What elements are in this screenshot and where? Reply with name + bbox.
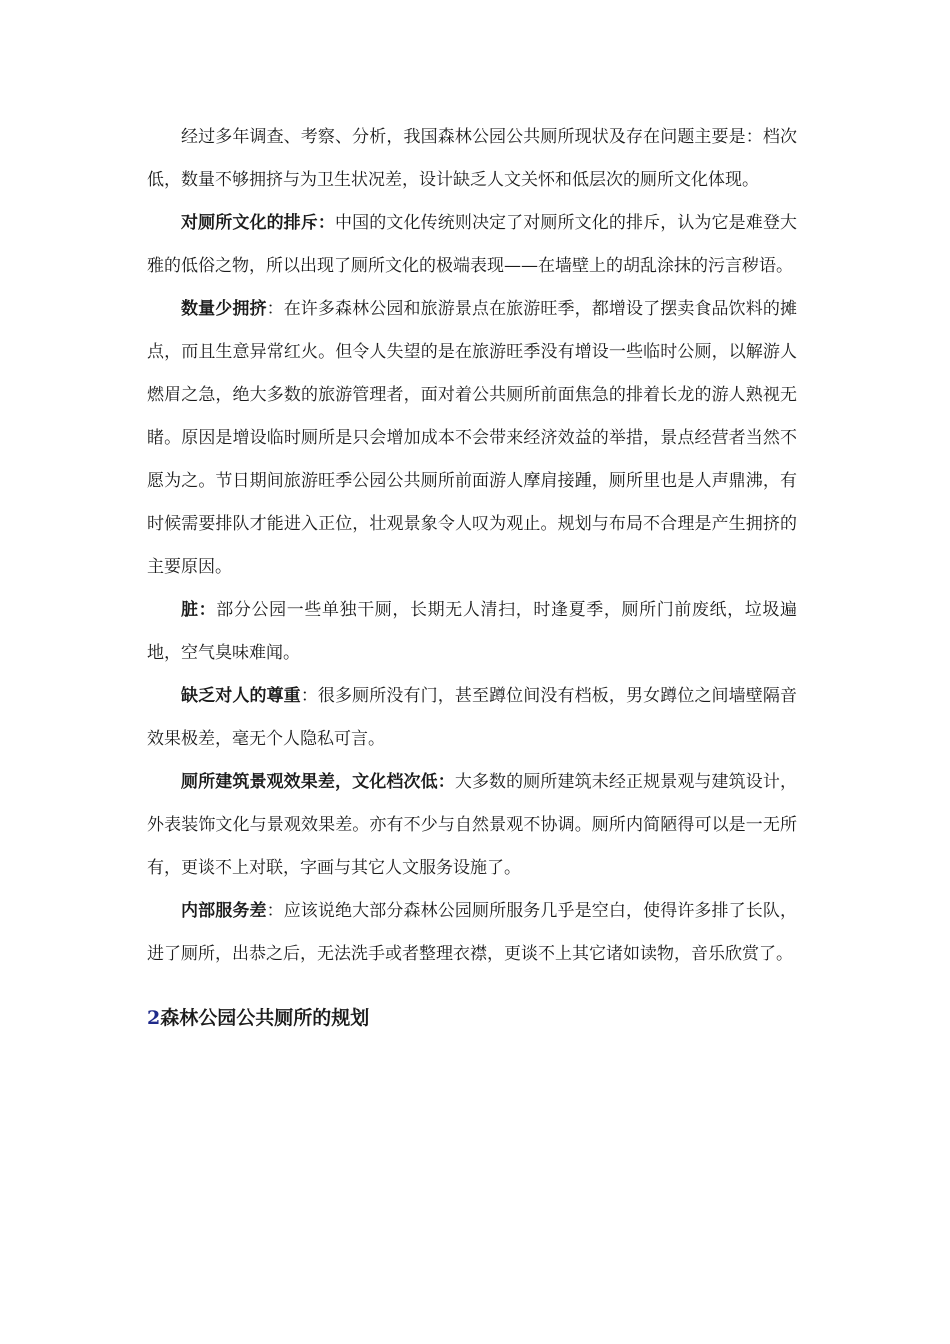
paragraph-architecture bbox=[147, 761, 797, 890]
paragraph-crowding bbox=[147, 288, 797, 589]
paragraph-lead: 缺乏对人的尊重 bbox=[181, 686, 301, 706]
paragraph-text: 中国的文化传统则决定了对厕所文化的排斥，认为它是难登大雅的低俗之物，所以出现了厕所文化的极端表现——在墙壁上的胡乱涂抹的污言秽语。 bbox=[147, 213, 798, 276]
paragraph-dirty bbox=[147, 589, 797, 675]
section-title: 森林公园公共厕所的规划 bbox=[160, 1007, 370, 1029]
paragraph-respect bbox=[147, 675, 797, 761]
paragraph-text: 经过多年调查、考察、分析，我国森林公园公共厕所现状及存在问题主要是：档次低，数量不够拥挤与为卫生状况差，设计缺乏人文关怀和低层次的厕所文化体现。 bbox=[147, 127, 797, 190]
paragraph-lead: 数量少拥挤 bbox=[181, 299, 267, 319]
section-heading bbox=[147, 998, 797, 1038]
section-number: 2 bbox=[147, 1007, 161, 1029]
document-body bbox=[147, 116, 797, 1038]
paragraph-lead: 对厕所文化的排斥： bbox=[181, 213, 336, 233]
paragraph-lead: 厕所建筑景观效果差，文化档次低： bbox=[181, 772, 455, 792]
paragraph-text: 部分公园一些单独干厕，长期无人清扫，时逢夏季，厕所门前废纸，垃圾遍地，空气臭味难闻。 bbox=[147, 600, 798, 663]
paragraph-culture-rejection bbox=[147, 202, 797, 288]
paragraph-text: ：在许多森林公园和旅游景点在旅游旺季，都增设了摆卖食品饮料的摊点，而且生意异常红火。但令人失望的是在旅游旺季没有增设一些临时公厕，以解游人燃眉之急，绝大多数的旅游管理者，面对着公共厕所前面焦急的排着长龙的游人熟视无睹。原因是增设临时厕所是只会增加成本不会带来经济效益的举措，景点经营者当然不愿为之。节日期间旅游旺季公园公共厕所前面游人摩肩接踵，厕所里也是人声鼎沸，有时候需要排队才能进入正位，壮观景象令人叹为观止。规划与布局不合理是产生拥挤的主要原因。 bbox=[147, 299, 798, 577]
paragraph-text: ：很多厕所没有门，甚至蹲位间没有档板，男女蹲位之间墙壁隔音效果极差，毫无个人隐私可言。 bbox=[147, 686, 798, 749]
paragraph-text: ：应该说绝大部分森林公园厕所服务几乎是空白，使得许多排了长队，进了厕所，出恭之后，无法洗手或者整理衣襟，更谈不上其它诸如读物，音乐欣赏了。 bbox=[147, 901, 798, 964]
paragraph-lead: 内部服务差 bbox=[181, 901, 267, 921]
paragraph-lead: 脏： bbox=[181, 600, 217, 620]
paragraph-service bbox=[147, 890, 797, 976]
paragraph-intro bbox=[147, 116, 797, 202]
paragraph-text: 大多数的厕所建筑未经正规景观与建筑设计，外表装饰文化与景观效果差。亦有不少与自然景观不协调。厕所内简陋得可以是一无所有，更谈不上对联，字画与其它人文服务设施了。 bbox=[147, 772, 797, 878]
